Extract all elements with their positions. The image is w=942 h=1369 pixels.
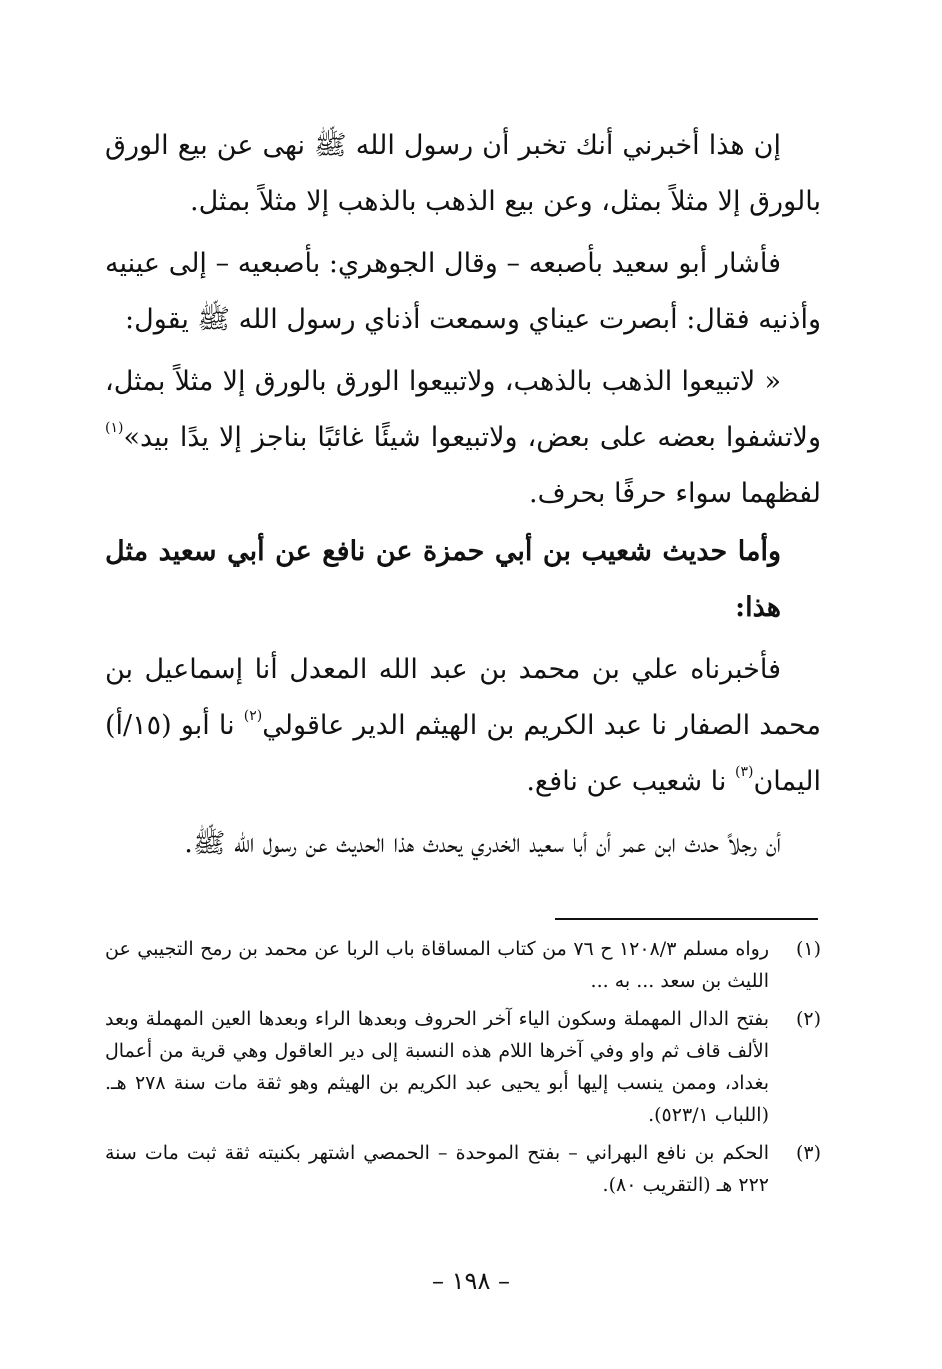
paragraph-4-text-b: نا أبو (١٥/أ) اليمان — [105, 710, 821, 797]
footnote-text: الحكم بن نافع البهراني – بفتح الموحدة – الحمصي اشتهر بكنيته ثقة ثبت مات سنة ٢٢٢ هـ (التقريب ٨٠). — [105, 1142, 769, 1196]
footnote-divider — [555, 918, 818, 920]
paragraph-4-text-c: نا شعيب عن نافع. — [526, 766, 735, 797]
footnote-2 — [105, 1003, 821, 1131]
paragraph-1-text: إن هذا أخبرني أنك تخبر أن رسول الله ﷺ نهى عن بيع الورق بالورق إلا مثلاً بمثل، وعن بيع الذهب بالذهب إلا مثلاً بمثل. — [105, 130, 821, 217]
footnote-ref-3[interactable]: (٣) — [734, 764, 754, 780]
paragraph-4 — [105, 642, 821, 810]
footnote-text: رواه مسلم ١٢٠٨/٣ ح ٧٦ من كتاب المساقاة باب الربا عن محمد بن رمح التجيبي عن الليث بن سعد ... به ... — [105, 938, 770, 992]
hadith-quote-tail: لفظهما سواء حرفًا بحرف. — [529, 478, 821, 509]
footnote-ref-1[interactable]: (١) — [105, 420, 124, 436]
paragraph-5-text: أن رجلاً حدث ابن عمر أن أبا سعيد الخدري يحدث هذا الحديث عن رسول الله ﷺ. — [184, 828, 781, 859]
hadith-quote-text: « لاتبيعوا الذهب بالذهب، ولاتبيعوا الورق بالورق إلا مثلاً بمثل، ولاتشفوا بعضه على بعض، ولاتبيعوا شيئًا غائبًا بناجز إلا يدًا بيد» — [105, 366, 821, 453]
page-number: – ١٩٨ – — [432, 1267, 510, 1295]
footnote-1 — [105, 933, 821, 997]
paragraph-2-text: فأشار أبو سعيد بأصبعه – وقال الجوهري: بأصبعيه – إلى عينيه وأذنيه فقال: أبصرت عيناي وسمعت أذناي رسول الله ﷺ يقول: — [105, 248, 821, 335]
paragraph-4-text-a: فأخبرناه علي بن محمد بن عبد الله المعدل أنا إسماعيل بن محمد الصفار نا عبد الكريم بن الهيثم الدير عاقولي — [105, 654, 821, 741]
section-heading: وأما حديث شعيب بن أبي حمزة عن نافع عن أبي سعيد مثل هذا: — [105, 536, 781, 623]
footnote-text: بفتح الدال المهملة وسكون الياء آخر الحروف وبعدها الراء وبعدها العين المهملة وبعد الألف قاف ثم واو وفي آخرها اللام هذه النسبة إلى دير العاقول وهي قرية من أعمال بغداد، وممن ينسب إليها أبو يحيى عبد الكريم بن الهيثم وهو ثقة مات سنة ٢٧٨ هـ. (اللباب ٥٢٣/١). — [105, 1008, 769, 1126]
paragraph-1 — [105, 118, 821, 230]
footnote-3 — [105, 1137, 821, 1201]
footnote-ref-2[interactable]: (٢) — [243, 708, 263, 724]
footnotes — [105, 933, 821, 1207]
main-text — [105, 118, 821, 872]
footnote-number: (١) — [795, 938, 821, 960]
footnote-number: (٢) — [795, 1008, 821, 1030]
footnote-number: (٣) — [795, 1142, 821, 1164]
paragraph-2 — [105, 236, 821, 348]
paragraph-5 — [105, 816, 821, 872]
hadith-quote — [105, 354, 821, 522]
